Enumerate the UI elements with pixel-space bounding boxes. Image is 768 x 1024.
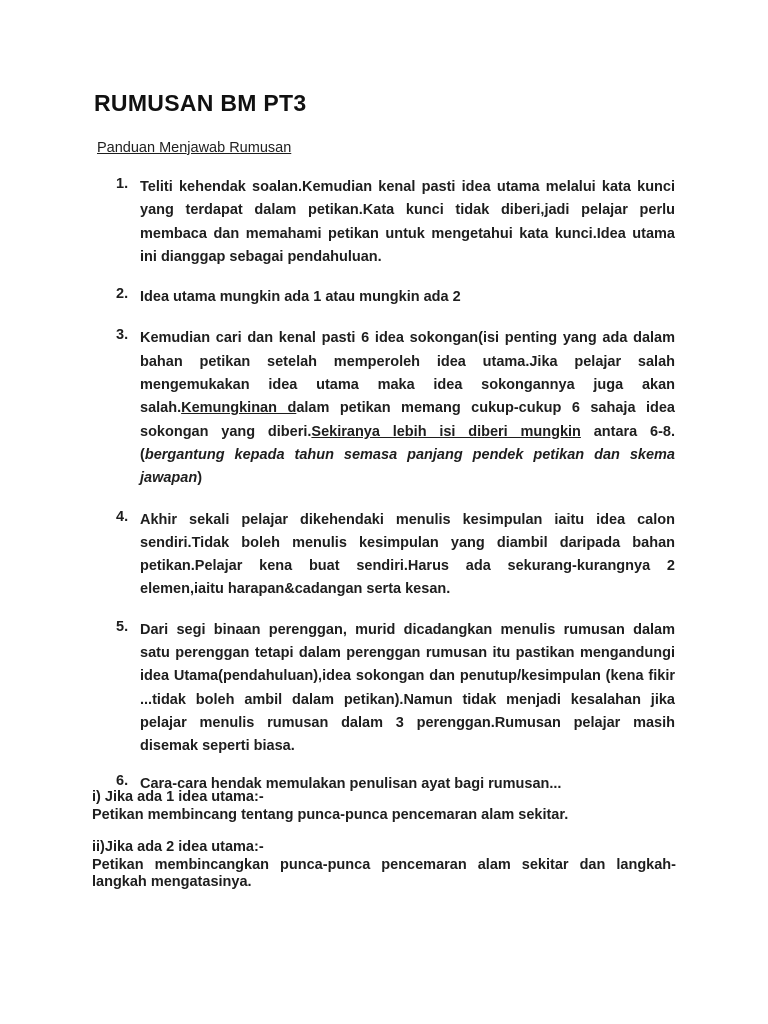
list-item-text [140, 327, 675, 490]
guide-list [0, 176, 768, 796]
list-item [0, 509, 768, 602]
text-segment: ) [197, 470, 203, 487]
underlined-text: Sekiranya lebih isi diberi mungkin [311, 423, 581, 440]
example-one-idea [92, 789, 676, 824]
text-segment: Kemudian cari dan kenal pasti 6 idea sokongan(isi penting yang ada dalam bahan petikan setelah memperoleh idea utama.Jika pelajar salah mengemukakan idea utama maka idea sokongannya juga akan salah. [140, 330, 675, 417]
underlined-text: Kemungkinan d [181, 400, 297, 417]
list-item [0, 286, 768, 309]
example-text: Petikan membincang tentang punca-punca pencemaran alam sekitar. [92, 806, 569, 823]
list-item-number: 5. [116, 618, 129, 635]
text-segment: antara 6-8.( [140, 423, 675, 463]
page-title: RUMUSAN BM PT3 [94, 90, 307, 116]
list-item-number: 1. [116, 176, 129, 192]
list-item [0, 327, 768, 490]
list-item-text: Cara-cara hendak memulakan penulisan ayat bagi rumusan... [140, 775, 562, 792]
list-item-text: Idea utama mungkin ada 1 atau mungkin ada 2 [140, 289, 461, 306]
list-item-text: Akhir sekali pelajar dikehendaki menulis kesimpulan iaitu idea calon sendiri.Tidak boleh menulis kesimpulan yang diambil daripada bahan petikan.Pelajar kena buat sendiri.Harus ada sekurang-kurangnya 2 elemen,iaitu harapan&cadangan serta kesan. [140, 511, 675, 598]
italic-note: bergantung kepada tahun semasa panjang pendek petikan dan skema jawapan [140, 446, 675, 487]
list-item [0, 176, 768, 269]
list-item-number: 2. [116, 286, 129, 303]
example-text: Petikan membincangkan punca-punca pencemaran alam sekitar dan langkah-langkah mengatasinya. [92, 856, 676, 890]
list-item-number: 4. [116, 508, 129, 525]
list-item [0, 619, 768, 759]
list-item-text: Teliti kehendak soalan.Kemudian kenal pasti idea utama melalui kata kunci yang terdapat dalam petikan.Kata kunci tidak diberi,jadi pelajar perlu membaca dan memahami petikan untuk mengetahui kata kunci.Idea utama ini dianggap sebagai pendahuluan. [140, 179, 675, 265]
list-item-number: 3. [116, 327, 129, 344]
example-two-ideas [92, 839, 676, 892]
section-subtitle: Panduan Menjawab Rumusan [97, 140, 292, 156]
example-label: ii)Jika ada 2 idea utama:- [92, 839, 264, 855]
example-label: i) Jika ada 1 idea utama:- [92, 789, 264, 805]
text-segment: alam petikan memang cukup-cukup 6 sahaja idea sokongan yang diberi. [140, 400, 675, 440]
list-item-text: Dari segi binaan perenggan, murid dicadangkan menulis rumusan dalam satu perenggan tetapi dalam perenggan rumusan itu pastikan mengandungi idea Utama(pendahuluan),idea sokongan dan penutup/kesimpulan (kena fikir ...tidak boleh ambil dalam petikan).Namun tidak menjadi kesalahan jika pelajar menulis rumusan dalam 3 perenggan.Rumusan pelajar masih disemak seperti biasa. [140, 621, 675, 755]
list-item-number: 6. [116, 772, 129, 789]
